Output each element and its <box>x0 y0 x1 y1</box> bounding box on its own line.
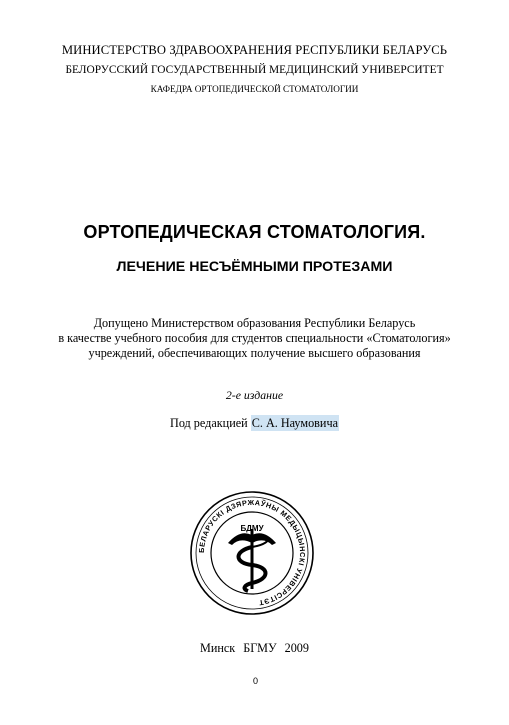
imprint-line <box>0 641 509 656</box>
editor-line <box>0 416 509 431</box>
approval-line-3: учреждений, обеспечивающих получение высшего образования <box>88 346 421 360</box>
emblem-center-text: БДМУ <box>240 524 264 533</box>
university-header: БЕЛОРУССКИЙ ГОСУДАРСТВЕННЫЙ МЕДИЦИНСКИЙ УНИВЕРСИТЕТ <box>65 64 444 76</box>
imprint-year: 2009 <box>284 641 309 655</box>
book-subtitle: ЛЕЧЕНИЕ НЕСЪЁМНЫМИ ПРОТЕЗАМИ <box>116 259 393 275</box>
page-number: 0 <box>252 676 258 686</box>
caduceus-icon <box>228 529 276 591</box>
imprint-city: Минск <box>200 641 236 655</box>
approval-line-1: Допущено Министерством образования Республики Беларусь <box>93 316 416 330</box>
approval-line-2: в качестве учебного пособия для студентов специальности «Стоматология» <box>58 331 451 345</box>
emblem-ring-text: БЕЛАРУСКІ ДЗЯРЖАЎНЫ МЕДЫЦЫНСКІ УНІВЕРСІТЭТ <box>196 497 308 608</box>
edition-label: 2-е издание <box>225 388 284 402</box>
university-emblem <box>188 489 316 617</box>
ministry-header: МИНИСТЕРСТВО ЗДРАВООХРАНЕНИЯ РЕСПУБЛИКИ БЕЛАРУСЬ <box>61 43 448 57</box>
imprint-publisher: БГМУ <box>243 641 277 655</box>
editor-name[interactable]: С. А. Наумовича <box>251 416 338 430</box>
editor-prefix: Под редакцией <box>170 416 251 430</box>
department-header: КАФЕДРА ОРТОПЕДИЧЕСКОЙ СТОМАТОЛОГИИ <box>150 84 359 94</box>
book-title: ОРТОПЕДИЧЕСКАЯ СТОМАТОЛОГИЯ. <box>83 222 426 242</box>
